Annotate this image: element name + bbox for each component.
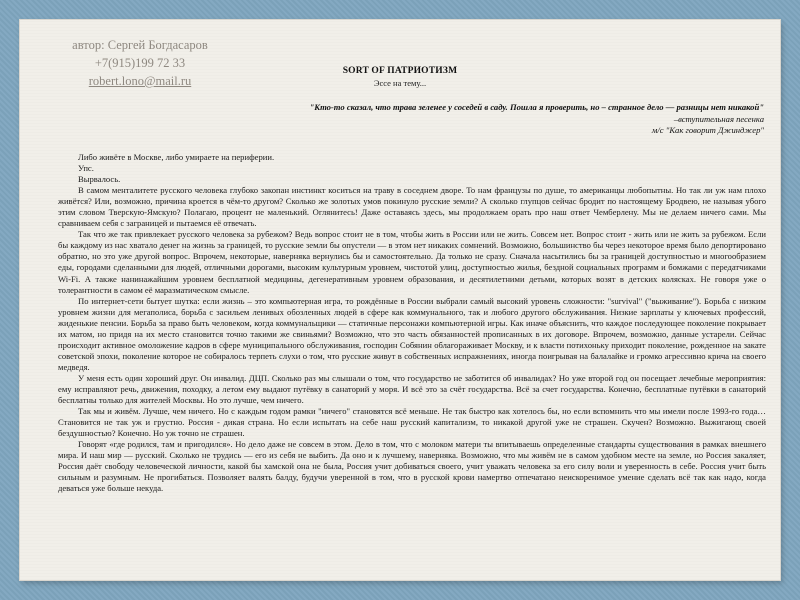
paper-sheet [20,20,780,580]
essay-body [58,152,766,494]
author-name: автор: Сергей Богдасаров [72,38,208,52]
paragraph: У меня есть один хороший друг. Он инвалид. ДЦП. Сколько раз мы слышали о том, что государство не заботится об инвалидах? Но уже второй год он посещает лечебные мероприятия: ему исправляют речь, движения, походку, а летом ему выдают путёвку в санаторий у моря. И всё это за счёт государства. Всё за счет государства. Конечно, бесплатные путёвки в санаторий бесплатны только для жителей Москвы. Но это лучше, чем ничего. [58,372,766,406]
epigraph-quote: "Кто-то сказал, что трава зеленее у соседей в саду. Пошла я проверить, но – странное дело — разницы нет никакой" [309,102,764,112]
author-email-link[interactable]: robert.lono@mail.ru [88,74,192,88]
epigraph [164,102,764,137]
paragraph: Говорят «где родился, там и пригодился». Но дело даже не совсем в этом. Дело в том, что с молоком матери ты впитываешь определенные стандарты существования в рамках внешнего мира. И наш мир — русский. Сколько не трудись — его из себя не выбить. Да оно и к лучшему, наверняка. Возможно, что мы живём не в самом удобном месте на земле, но Россия закаляет, Россия даёт свободу человеческой личности, какой бы хамской она не была, Россия учит добиваться своего, учит уважать человека за его силу воли и уверенность в себе. Россия учит быть сильным и разумным. Не прогибаться. Позволяет валять балду, будучи уверенной в том, что в русской крови намертво отпечатано неискоренимое умение сделать всё так как надо, когда деваться уже больше некуда. [58,439,766,494]
paragraph: Так мы и живём. Лучше, чем ничего. Но с каждым годом рамки "ничего" становятся всё меньше. Не так быстро как хотелось бы, но если вспомнить что мы имели после 1993-го года… Становится не так уж и грустно. Россия - дикая страна. Но если испытать на себе наш русский капитализм, то никакой другой уже не страшен. Скучен? Возможно. Выжигающ своей бездушностью? Конечно. Но уж точно не страшен. [58,406,766,439]
paragraph: Упс. [78,163,94,174]
paragraph: Так что же так привлекает русского человека за рубежом? Ведь вопрос стоит не в том, чтобы жить в России или не жить. Совсем нет. Вопрос стоит - жить или не жить за рубежом. Если бы каждому из нас хватало денег на жизнь за границей, то русские земли бы опустели — в этом нет никаких сомнений. Возможно, большинство бы через некоторое время было депортировано обратно, но это уже другой вопрос. Впрочем, некоторые, наверняка вернулись бы и самостоятельно. Да только не сразу. Сначала насытились бы за границей доступностью и многообразием еды, городами сделанными для людей, отличными дорогами, высоким культурным уровнем, чистотой улиц, доступностью жилья, бездной социальных программ и бомжами с передатчиками Wi-Fi. А также нанинажайшим уровнем бесплатной медицины, дегенеративным уровнем образования, и десятилетними детьми, которых возят в детских колясках. Не говоря уже о толерантности в самом её маразматическом смысле. [58,229,766,295]
author-phone: +7(915)199 72 33 [94,56,186,70]
epigraph-source-line-1: –вступительная песенка [673,113,764,124]
paragraph: В самом менталитете русского человека глубоко закопан инстинкт коситься на траву в соседнем дворе. То нам французы по душе, то американцы любопытны. Но так ли уж нам плохо живётся? Или, возможно, причина кроется в чём-то другом? Сколько же золотых умов покинуло русские земли? А сколько глупцов сейчас бродит по настоящему Бродвею, не называя убого этим словом Тверскую-Ямскую? Полагаю, процент не маленький. Оглянитесь! Даже оставаясь здесь, мы продолжаем орать про наш ответ Чемберлену. Мы не делаем ничего сами. Мы сравниваем себя с заграницей и пытаемся её отвечать. [58,185,766,229]
essay-subtitle: Эссе на тему... [373,78,427,88]
author-block [40,36,240,90]
paragraph: Вырвалось. [78,174,121,185]
paragraph: Либо живёте в Москве, либо умираете на периферии. [78,152,275,162]
paragraph: По интернет-сети бытует шутка: если жизнь – это компьютерная игра, то рождённые в России выбрали самый высокий уровень сложности: "survival" ("выживание"). Борьба с низким уровнем жизни для мегаполиса, борьба с засильем ленивых обозленных людей в сфере как коммунального, так и любого другого обслуживания. Низкие зарплаты у ключевых профессий, жиденькие пенсии. Борьба за право быть человеком, когда коммунальщики — статичные персонажи компьютерной игры. Как иначе объяснить, что каждое последующее поколение покрывает их матом, но придя на их место становится точно такими же свиньями? Возможно, что это часть обязанностей прописанных в их договоре. Впрочем, возможно, данные устарели. Сейчас происходит активное омоложение кадров в сфере муниципального обслуживания, господин Собянин облагораживает Москву, и к власти потихоньку приходит поколение, рожденное на закате советской эпохи, поколение которое не собиралось терпеть слухи о том, что русские живут в собственных испражнениях, иногда поигрывая на балалайке и громко агрессивно крича на своего медведя. [58,295,766,372]
epigraph-source-line-2: м/с "Как говорит Джинджер" [651,125,764,135]
essay-title: SORT OF ПАТРИОТИЗМ [342,66,458,76]
